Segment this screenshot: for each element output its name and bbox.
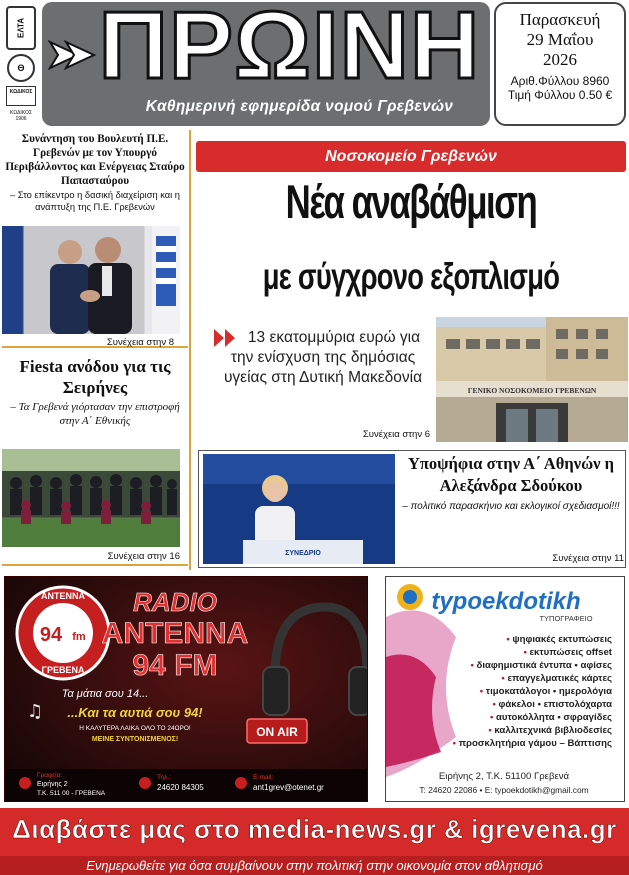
footer-banner[interactable] xyxy=(0,808,629,875)
kicker-text: Νοσοκομείο Γρεβενών xyxy=(325,148,497,165)
radio-office-line1: Ειρήνης 2 xyxy=(37,781,68,788)
location-pin-icon xyxy=(19,777,31,789)
issue-price: Τιμή Φύλλου 0.50 € xyxy=(507,88,613,102)
postal-code xyxy=(2,110,40,122)
music-note-icon: ♫ xyxy=(27,701,44,722)
typo-brand: typoekdotikh xyxy=(431,588,581,615)
radio-tel: 24620 84305 xyxy=(157,783,204,792)
issue-year: 2026 xyxy=(543,50,577,69)
typo-tagline: ΤΥΠΟΓΡΑΦΕΙΟ xyxy=(539,614,593,623)
typo-address: Ειρήνης 2, Τ.Κ. 51100 Γρεβενά xyxy=(438,771,570,782)
list-item: • καλλιτεχνικά βιβλιοδεσίες xyxy=(386,724,612,737)
radio-office-label: Γραφεία: xyxy=(37,772,63,779)
main-story-lead: 13 εκατομμύρια ευρώ για την ενίσχυση της δημόσιας υγείας στη Δυτική Μακεδονία xyxy=(223,329,423,386)
team-photo-illustration xyxy=(2,449,180,547)
postal-badges xyxy=(2,2,40,124)
radio-brand-line1: RADIO xyxy=(133,587,217,617)
photo-minister-handshake xyxy=(2,226,180,334)
radio-email-label: E-mail: xyxy=(253,774,274,781)
story-sirens-promotion[interactable] xyxy=(2,356,188,428)
postal-code-value: 1906 xyxy=(15,116,27,122)
story-summary: – πολιτικό παρασκήνιο και εκλογικοί σχεδιασμοί!!! xyxy=(402,501,620,512)
publisher-seal-icon: Θ xyxy=(7,54,35,82)
typoekdotikh-ad[interactable] xyxy=(385,576,625,802)
issue-day: Παρασκευή xyxy=(519,10,601,29)
main-headline-subline[interactable]: με σύγχρονο εξοπλισμό xyxy=(262,256,560,297)
list-item: • αυτοκόλλητα • σφραγίδες xyxy=(386,711,612,724)
postal-stamp: ΚΩΔΙΚΟΣ xyxy=(6,86,36,106)
column-divider xyxy=(189,130,191,570)
footer-tagline: Ενημερωθείτε για όσα συμβαίνουν στην πολιτική στην οικονομία στον αθλητισμό xyxy=(0,856,629,875)
radio-ad-artwork xyxy=(5,577,368,802)
footer-headline[interactable]: Διαβάστε μας στο media-news.gr & igrevena.gr xyxy=(12,814,617,844)
photo-hospital-building xyxy=(436,317,628,442)
continue-link[interactable]: Συνέχεια στην 16 xyxy=(107,551,180,562)
radio-slogan2: ...Και τα αυτιά σου 94! xyxy=(67,705,203,720)
story-summary: – Τα Γρεβενά γιόρτασαν την επιστροφή στην Α΄ Εθνικής xyxy=(10,401,180,427)
radio-logo-freq: 94 xyxy=(39,624,63,646)
hospital-photo-illustration xyxy=(436,317,628,442)
list-item: • φάκελοι • επιστολόχαρτα xyxy=(386,698,612,711)
radio-logo-ring-top: ΑΝΤΕΝΝΑ xyxy=(41,591,85,601)
handshake-photo-illustration xyxy=(2,226,180,334)
masthead xyxy=(42,2,490,126)
issue-sheet-number: Αριθ.Φύλλου 8960 xyxy=(510,74,610,88)
elta-postal-logo: ΕΛΤΑ xyxy=(6,6,36,50)
list-item: • διαφημιστικά έντυπα • αφίσες xyxy=(386,659,612,672)
candidate-photo-illustration xyxy=(203,454,395,564)
radio-slogan3: Η ΚΑΛΥΤΕΡΑ ΛΑΙΚΑ ΟΛΟ ΤΟ 24ΩΡΟ! xyxy=(79,725,191,732)
story-headline: Συνάντηση του Βουλευτή Π.Ε. Γρεβενών με τον Υπουργό Περιβάλλοντος και Ενέργειας Σταύρο Παπασταύρου xyxy=(5,133,185,187)
radio-logo-unit: fm xyxy=(72,631,86,643)
radio-email: ant1grev@otenet.gr xyxy=(253,783,324,792)
typo-contact[interactable]: Τ: 24620 22086 • E: typoekdotikh@gmail.com xyxy=(419,785,589,795)
list-item: • προσκλητήρια γάμου – Βάπτισης xyxy=(386,737,612,750)
email-icon xyxy=(235,777,247,789)
story-divider xyxy=(2,564,188,566)
on-air-text: ON AIR xyxy=(256,725,298,739)
continue-link[interactable]: Συνέχεια στην 6 xyxy=(362,429,430,440)
radio-brand-line3: 94 FM xyxy=(132,649,218,682)
list-item: • τιμοκατάλογοι • ημερολόγια xyxy=(386,685,612,698)
story-summary: – Στο επίκεντρο η δασική διαχείριση και η ανάπτυξη της Π.Ε. Γρεβενών xyxy=(10,190,180,212)
radio-antenna-ad[interactable] xyxy=(4,576,368,802)
photo-team-celebration xyxy=(2,449,180,547)
continue-link[interactable]: Συνέχεια στην 8 xyxy=(106,337,174,348)
postal-code-label: ΚΩΔΙΚΟΣ xyxy=(10,110,32,116)
main-headline[interactable]: Νέα αναβάθμιση xyxy=(285,175,537,228)
radio-office-line2: Τ.Κ. 511 00 - ΓΡΕΒΕΝΑ xyxy=(37,790,106,797)
radio-tel-label: Τηλ.: xyxy=(157,774,171,781)
list-item: • ψηφιακές εκτυπώσεις xyxy=(386,633,612,646)
list-item: • επαγγελματικές κάρτες xyxy=(386,672,612,685)
radio-brand-line2: ANTENNA xyxy=(101,617,249,650)
kicker-bar xyxy=(196,141,626,172)
newspaper-subtitle: Καθημερινή εφημερίδα νομού Γρεβενών xyxy=(145,98,454,115)
issue-info-box xyxy=(494,2,626,126)
story-minister-meeting[interactable] xyxy=(2,132,188,213)
typo-services-list xyxy=(386,633,622,750)
story-headline: Fiesta ανόδου για τις Σειρήνες xyxy=(19,357,171,397)
story-headline: Υποψήφια στην Α΄ Αθηνών η Αλεξάνδρα Σδούκου xyxy=(407,454,615,495)
hospital-sign: ΓΕΝΙΚΟ ΝΟΣΟΚΟΜΕΙΟ ΓΡΕΒΕΝΩΝ xyxy=(467,386,597,395)
radio-slogan1: Τα μάτια σου 14... xyxy=(61,688,149,700)
newspaper-title: ΠΡΩΙΝΗ xyxy=(98,2,481,99)
radio-slogan4: ΜΕΙΝΕ ΣΥΝΤΟΝΙΣΜΕΝΟΣ! xyxy=(91,736,179,743)
issue-date: 29 Μαΐου xyxy=(526,30,594,49)
continue-link[interactable]: Συνέχεια στην 11 xyxy=(552,553,624,564)
photo-candidate-speaking xyxy=(203,454,395,564)
candidate-story-text xyxy=(398,453,624,513)
radio-logo-ring-bottom: ΓΡΕΒΕΝΑ xyxy=(41,665,85,675)
podium-text: ΣΥΝΕΔΡΙΟ xyxy=(285,550,321,557)
list-item: • εκτυπώσεις offset xyxy=(386,646,612,659)
phone-icon xyxy=(139,777,151,789)
